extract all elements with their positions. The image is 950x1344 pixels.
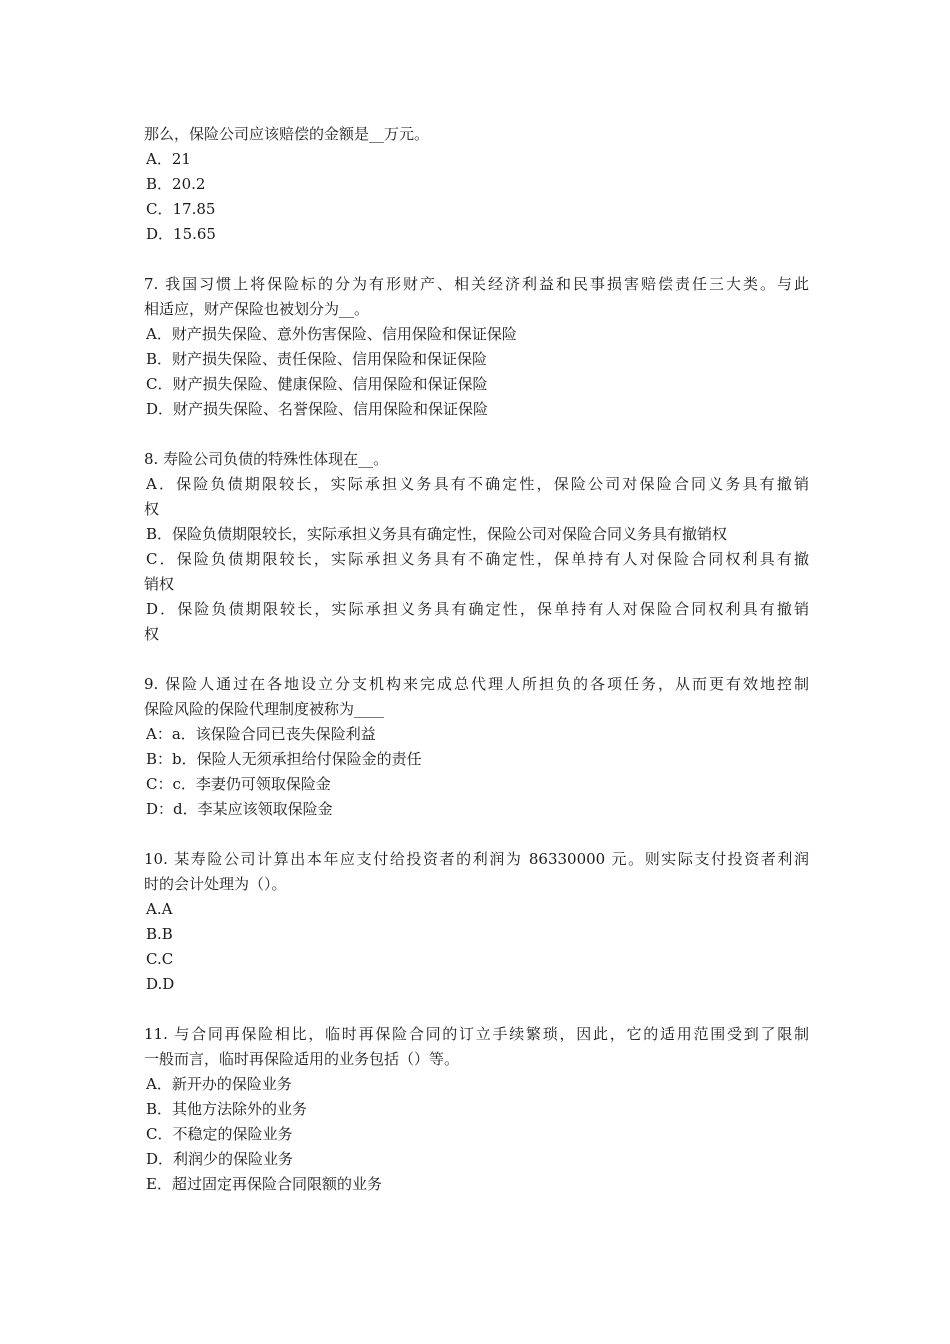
option-c: C．17.85 [146,200,216,218]
option-d: D．15.65 [146,225,216,243]
option-d-continued: 权 [144,625,160,643]
spacer [144,647,809,672]
question-text-line: 11. 与合同再保险相比，临时再保险合同的订立手续繁琐，因此，它的适用范围受到了限制 [144,1025,809,1043]
spacer [144,822,809,847]
option-a: A.A [146,900,173,918]
option-a: A．财产损失保险、意外伤害保险、信用保险和保证保险 [146,325,517,343]
question-10 [144,847,809,997]
question-text-line: 10. 某寿险公司计算出本年应支付给投资者的利润为 86330000 元。则实际支付投资者利润 [144,850,809,868]
option-b: B．其他方法除外的业务 [146,1100,308,1118]
option-a: A．新开办的保险业务 [146,1075,292,1093]
option-d: D．保险负债期限较长，实际承担义务具有确定性，保单持有人对保险合同权利具有撤销 [146,600,809,618]
question-text-line: 8. 寿险公司负债的特殊性体现在__。 [144,450,389,468]
question-11 [144,1022,809,1197]
option-c: C：c．李妻仍可领取保险金 [146,775,331,793]
option-a-continued: 权 [144,500,160,518]
spacer [144,422,809,447]
spacer [144,247,809,272]
spacer [144,997,809,1022]
option-a: A．保险负债期限较长，实际承担义务具有不确定性，保险公司对保险合同义务具有撤销 [146,475,809,493]
option-c-continued: 销权 [144,575,175,593]
option-a: A．21 [146,150,191,168]
option-e: E．超过固定再保险合同限额的业务 [146,1175,382,1193]
question-text-line: 那么，保险公司应该赔偿的金额是__万元。 [144,125,430,143]
question-text-line: 7. 我国习惯上将保险标的分为有形财产、相关经济利益和民事损害赔偿责任三大类。与此 [144,275,809,293]
question-8 [144,447,809,647]
option-c: C．财产损失保险、健康保险、信用保险和保证保险 [146,375,488,393]
option-b: B．20.2 [146,175,206,193]
question-6 [144,122,809,247]
option-d: D.D [146,975,175,993]
option-d: D．利润少的保险业务 [146,1150,294,1168]
question-text-line: 相适应，财产保险也被划分为__。 [144,300,370,318]
question-text-line: 一般而言，临时再保险适用的业务包括（）等。 [144,1050,460,1068]
document-page [144,122,809,1197]
option-b: B．财产损失保险、责任保险、信用保险和保证保险 [146,350,488,368]
option-b: B．保险负债期限较长，实际承担义务具有确定性，保险公司对保险合同义务具有撤销权 [146,525,728,543]
question-7 [144,272,809,422]
question-9 [144,672,809,822]
option-b: B：b．保险人无须承担给付保险金的责任 [146,750,422,768]
option-c: C．不稳定的保险业务 [146,1125,293,1143]
question-text-line: 时的会计处理为（）。 [144,875,287,893]
option-c: C.C [146,950,174,968]
question-text-line: 9. 保险人通过在各地设立分支机构来完成总代理人所担负的各项任务，从而更有效地控制 [144,675,809,693]
option-c: C．保险负债期限较长，实际承担义务具有不确定性，保单持有人对保险合同权利具有撤 [146,550,809,568]
option-d: D：d．李某应该领取保险金 [146,800,333,818]
question-text-line: 保险风险的保险代理制度被称为____ [144,700,385,718]
option-d: D．财产损失保险、名誉保险、信用保险和保证保险 [146,400,489,418]
option-b: B.B [146,925,173,943]
option-a: A：a．该保险合同已丧失保险利益 [146,725,376,743]
